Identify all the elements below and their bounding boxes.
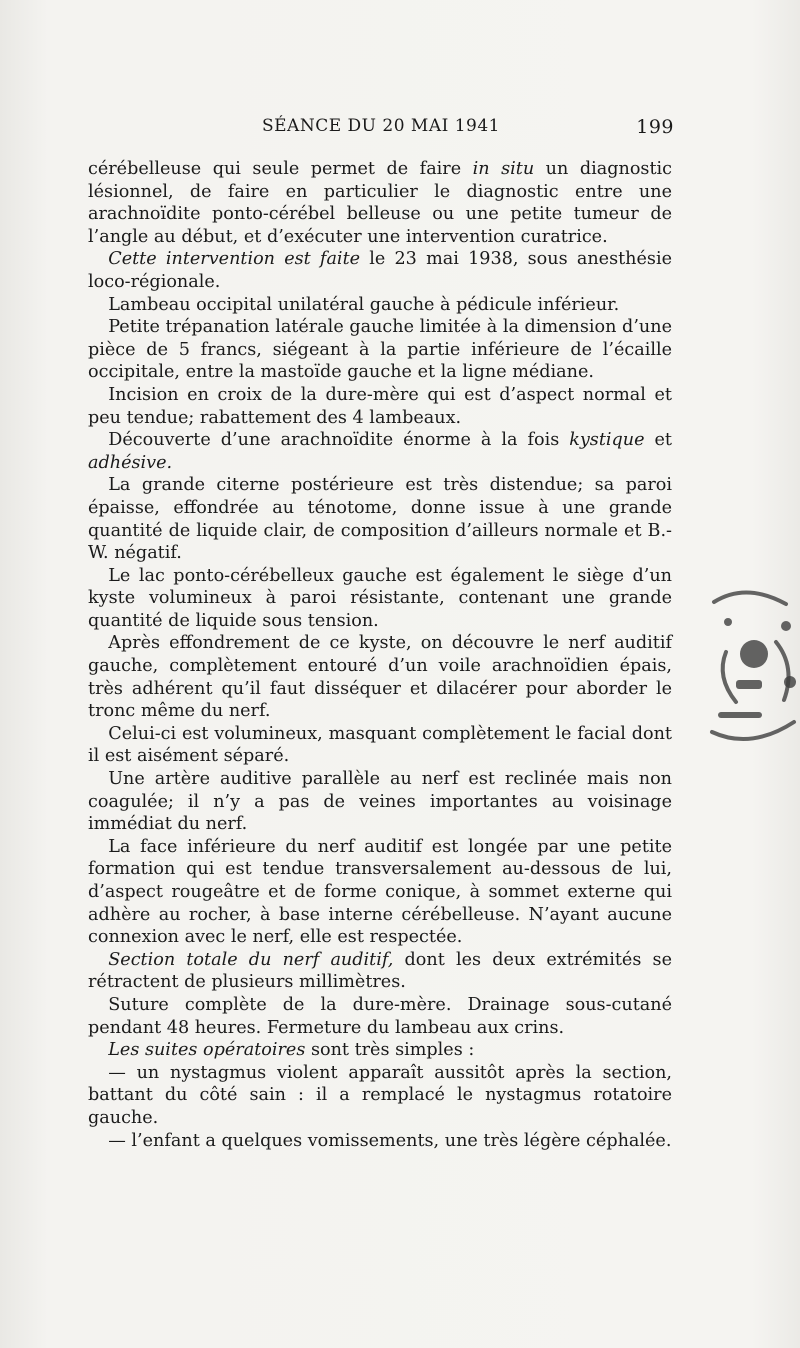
paragraph (88, 836, 672, 949)
text-run: — un nystagmus violent apparaît aussitôt après la section, battant du côté sain : il a remplacé le nystagmus rotatoire gauche. (88, 1062, 672, 1128)
paragraph (88, 474, 672, 564)
paragraph (88, 429, 672, 474)
paragraph (88, 316, 672, 384)
text-run: Découverte d’une arachnoïdite énorme à la fois (108, 430, 570, 451)
paragraph (88, 1039, 672, 1062)
paragraph (88, 768, 672, 836)
text-run: Celui-ci est volumineux, masquant complètement le facial dont il est aisément séparé. (88, 723, 672, 767)
page-number: 199 (636, 116, 674, 138)
text-run: Suture complète de la dure-mère. Drainage sous-cutané pendant 48 heures. Fermeture du lambeau aux crins. (88, 994, 672, 1038)
text-run: le 23 mai 1938, sous anesthésie loco-régionale. (88, 249, 672, 292)
italic-text: Cette intervention est faite (108, 249, 361, 270)
paragraph (88, 294, 672, 317)
text-run: dont les deux extrémités se rétractent de plusieurs millimètres. (88, 949, 672, 993)
text-run: Le lac ponto-cérébelleux gauche est également le siège d’un kyste volumineux à paroi résistante, contenant une grande quantité de liquide sous tension. (88, 565, 672, 631)
running-header (88, 116, 674, 144)
italic-text: Section totale du nerf auditif, (108, 949, 394, 970)
text-run: cérébelleuse qui seule permet de faire (88, 159, 473, 179)
running-title: SÉANCE DU 20 MAI 1941 (262, 116, 500, 136)
paragraph (88, 1130, 672, 1153)
text-run: Lambeau occipital unilatéral gauche à pédicule inférieur. (108, 294, 620, 315)
text-run: Une artère auditive parallèle au nerf est reclinée mais non coagulée; il n’y a pas de veines importantes au voisinage immédiat du nerf. (88, 769, 672, 835)
body-text (88, 158, 672, 1152)
text-run: un diagnostic lésionnel, de faire en particulier le diagnostic entre une arachnoïdite ponto-cérébel belleuse ou une petite tumeur de l’angle au début, et d’exécuter une intervention curatrice. (88, 159, 672, 247)
text-run: Petite trépanation latérale gauche limitée à la dimension d’une pièce de 5 francs, siégeant à la partie inférieure de l’écaille occipitale, entre la mastoïde gauche et la ligne médiane. (88, 317, 672, 383)
italic-text: in situ (472, 159, 535, 179)
paragraph (88, 949, 672, 994)
text-run: et (644, 430, 672, 451)
paragraph (88, 723, 672, 768)
text-run: La face inférieure du nerf auditif est longée par une petite formation qui est tendue transversalement au-dessous de lui, d’aspect rougeâtre et de forme conique, à sommet externe qui adhère au rocher, à base interne cérébelleuse. N’ayant aucune connexion avec le nerf, elle est respectée. (88, 836, 672, 948)
italic-text: kystique (569, 430, 645, 451)
library-stamp-icon (706, 582, 800, 752)
paragraph (88, 1062, 672, 1130)
text-run: Après effondrement de ce kyste, on découvre le nerf auditif gauche, complètement entouré d’un voile arachnoïdien épais, très adhérent qu’il faut disséquer et dilacérer pour aborder le tronc même du nerf. (88, 633, 672, 722)
paragraph (88, 384, 672, 429)
text-run: sont très simples : (305, 1040, 475, 1061)
text-run: La grande citerne postérieure est très distendue; sa paroi épaisse, effondrée au ténotome, donne issue à une grande quantité de liquide clair, de composition d’ailleurs normale et B.-W. négatif. (88, 475, 672, 564)
text-run: — l’enfant a quelques vomissements, une très légère céphalée. (108, 1130, 672, 1151)
paragraph (88, 158, 672, 248)
paragraph (88, 248, 672, 293)
text-run: Incision en croix de la dure-mère qui est d’aspect normal et peu tendue; rabattement des 4 lambeaux. (88, 384, 672, 428)
italic-text: Les suites opératoires (108, 1040, 306, 1061)
italic-text: adhésive. (88, 452, 173, 473)
paragraph (88, 632, 672, 722)
paragraph (88, 565, 672, 633)
paragraph (88, 994, 672, 1039)
